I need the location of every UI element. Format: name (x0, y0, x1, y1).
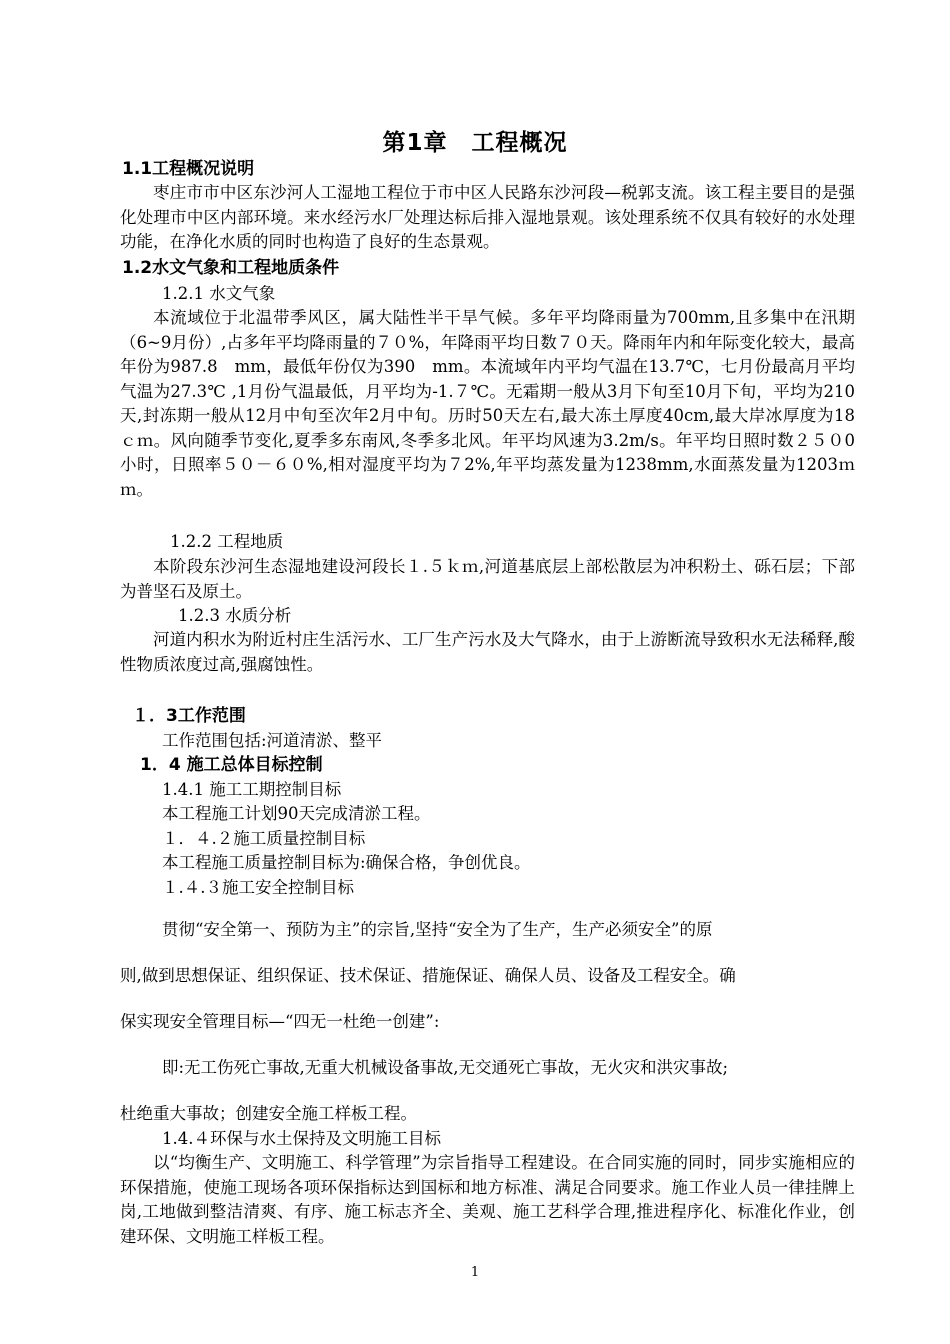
subsection-heading-1-4-2: １．４.２施工质量控制目标 (162, 829, 366, 848)
section-heading-1-1: 1.1工程概况说明 (122, 159, 255, 179)
subsection-heading-1-4-4: 1.4.４环保与水土保持及文明施工目标 (162, 1129, 441, 1148)
subsection-heading-1-2-3: 1.2.3 水质分析 (178, 606, 292, 625)
safety-text-line: 则,做到思想保证、组织保证、技术保证、措施保证、确保人员、设备及工程安全。确 (120, 966, 736, 985)
safety-text-line: 杜绝重大事故；创建安全施工样板工程。 (120, 1104, 417, 1123)
paragraph-hydrology: 本流域位于北温带季风区，属大陆性半干旱气候。多年平均降雨量为700mm,且多集中在汛期（6~9月份）,占多年平均降雨量的７０%，年降雨平均日数７０天。降雨年内和年际变化较大，最高年份为987.8 mm，最低年份仅为390 mm。本流域年内平均气温在13.7℃，七月份最高月平均气温为27.3℃ ,1月份气温最低，月平均为-1.７℃。无霜期一般从3月下旬至10月下旬，平均为210天,封冻期一般从12月中旬至次年2月中旬。历时50天左右,最大冻土厚度40cm,最大岸冰厚度为18 ｃｍ。风向随季节变化,夏季多东南风,冬季多北风。年平均风速为3.2m/s。年平均日照时数２５０0小时，日照率５０－６０%,相对湿度平均为７2%,年平均蒸发量为1238mm,水面蒸发量为1203ｍｍ。 (120, 308, 872, 499)
paragraph-geology: 本阶段东沙河生态湿地建设河段长１.５ｋｍ,河道基底层上部松散层为冲积粉土、砾石层；下部为普坚石及原土。 (120, 557, 855, 601)
safety-text-line: 保实现安全管理目标—“四无一杜绝一创建”: (120, 1012, 440, 1031)
safety-text-line: 贯彻“安全第一、预防为主”的宗旨,坚持“安全为了生产，生产必须安全”的原 (162, 920, 713, 939)
paragraph-water-quality: 河道内积水为附近村庄生活污水、工厂生产污水及大气降水，由于上游断流导致积水无法稀释,酸性物质浓度过高,强腐蚀性。 (120, 630, 855, 674)
section-heading-1-2: 1.2水文气象和工程地质条件 (122, 258, 340, 278)
chapter-title: 第1章 工程概况 (382, 130, 568, 156)
paragraph-schedule: 本工程施工计划90天完成清淤工程。 (162, 804, 431, 823)
subsection-heading-1-2-1: 1.2.1 水文气象 (162, 284, 276, 303)
paragraph-environment: 以“均衡生产、文明施工、科学管理”为宗旨指导工程建设。在合同实施的同时，同步实施相应的环保措施，使施工现场各项环保指标达到国标和地方标准、满足合同要求。施工作业人员一律挂牌上岗,工地做到整洁清爽、有序、施工标志齐全、美观、施工艺科学合理,推进程序化、标准化作业，创建环保、文明施工样板工程。 (120, 1153, 855, 1246)
section-heading-1-4: 1．4 施工总体目标控制 (140, 755, 323, 775)
paragraph-quality: 本工程施工质量控制目标为:确保合格，争创优良。 (162, 853, 531, 872)
section-heading-1-3: １．3工作范围 (132, 706, 246, 726)
paragraph-work-scope: 工作范围包括:河道清淤、整平 (162, 731, 383, 750)
safety-text-line: 即:无工伤死亡事故,无重大机械设备事故,无交通死亡事故，无火灾和洪灾事故; (162, 1058, 729, 1077)
subsection-heading-1-4-1: 1.4.1 施工工期控制目标 (162, 780, 342, 799)
subsection-heading-1-2-2: 1.2.2 工程地质 (170, 532, 284, 551)
paragraph-overview: 枣庄市市中区东沙河人工湿地工程位于市中区人民路东沙河段—税郭支流。该工程主要目的是强化处理市中区内部环境。来水经污水厂处理达标后排入湿地景观。该处理系统不仅具有较好的水处理功能，在净化水质的同时也构造了良好的生态景观。 (120, 183, 855, 251)
subsection-heading-1-4-3: １.４.３施工安全控制目标 (162, 878, 354, 897)
page-number: 1 (470, 1265, 480, 1280)
